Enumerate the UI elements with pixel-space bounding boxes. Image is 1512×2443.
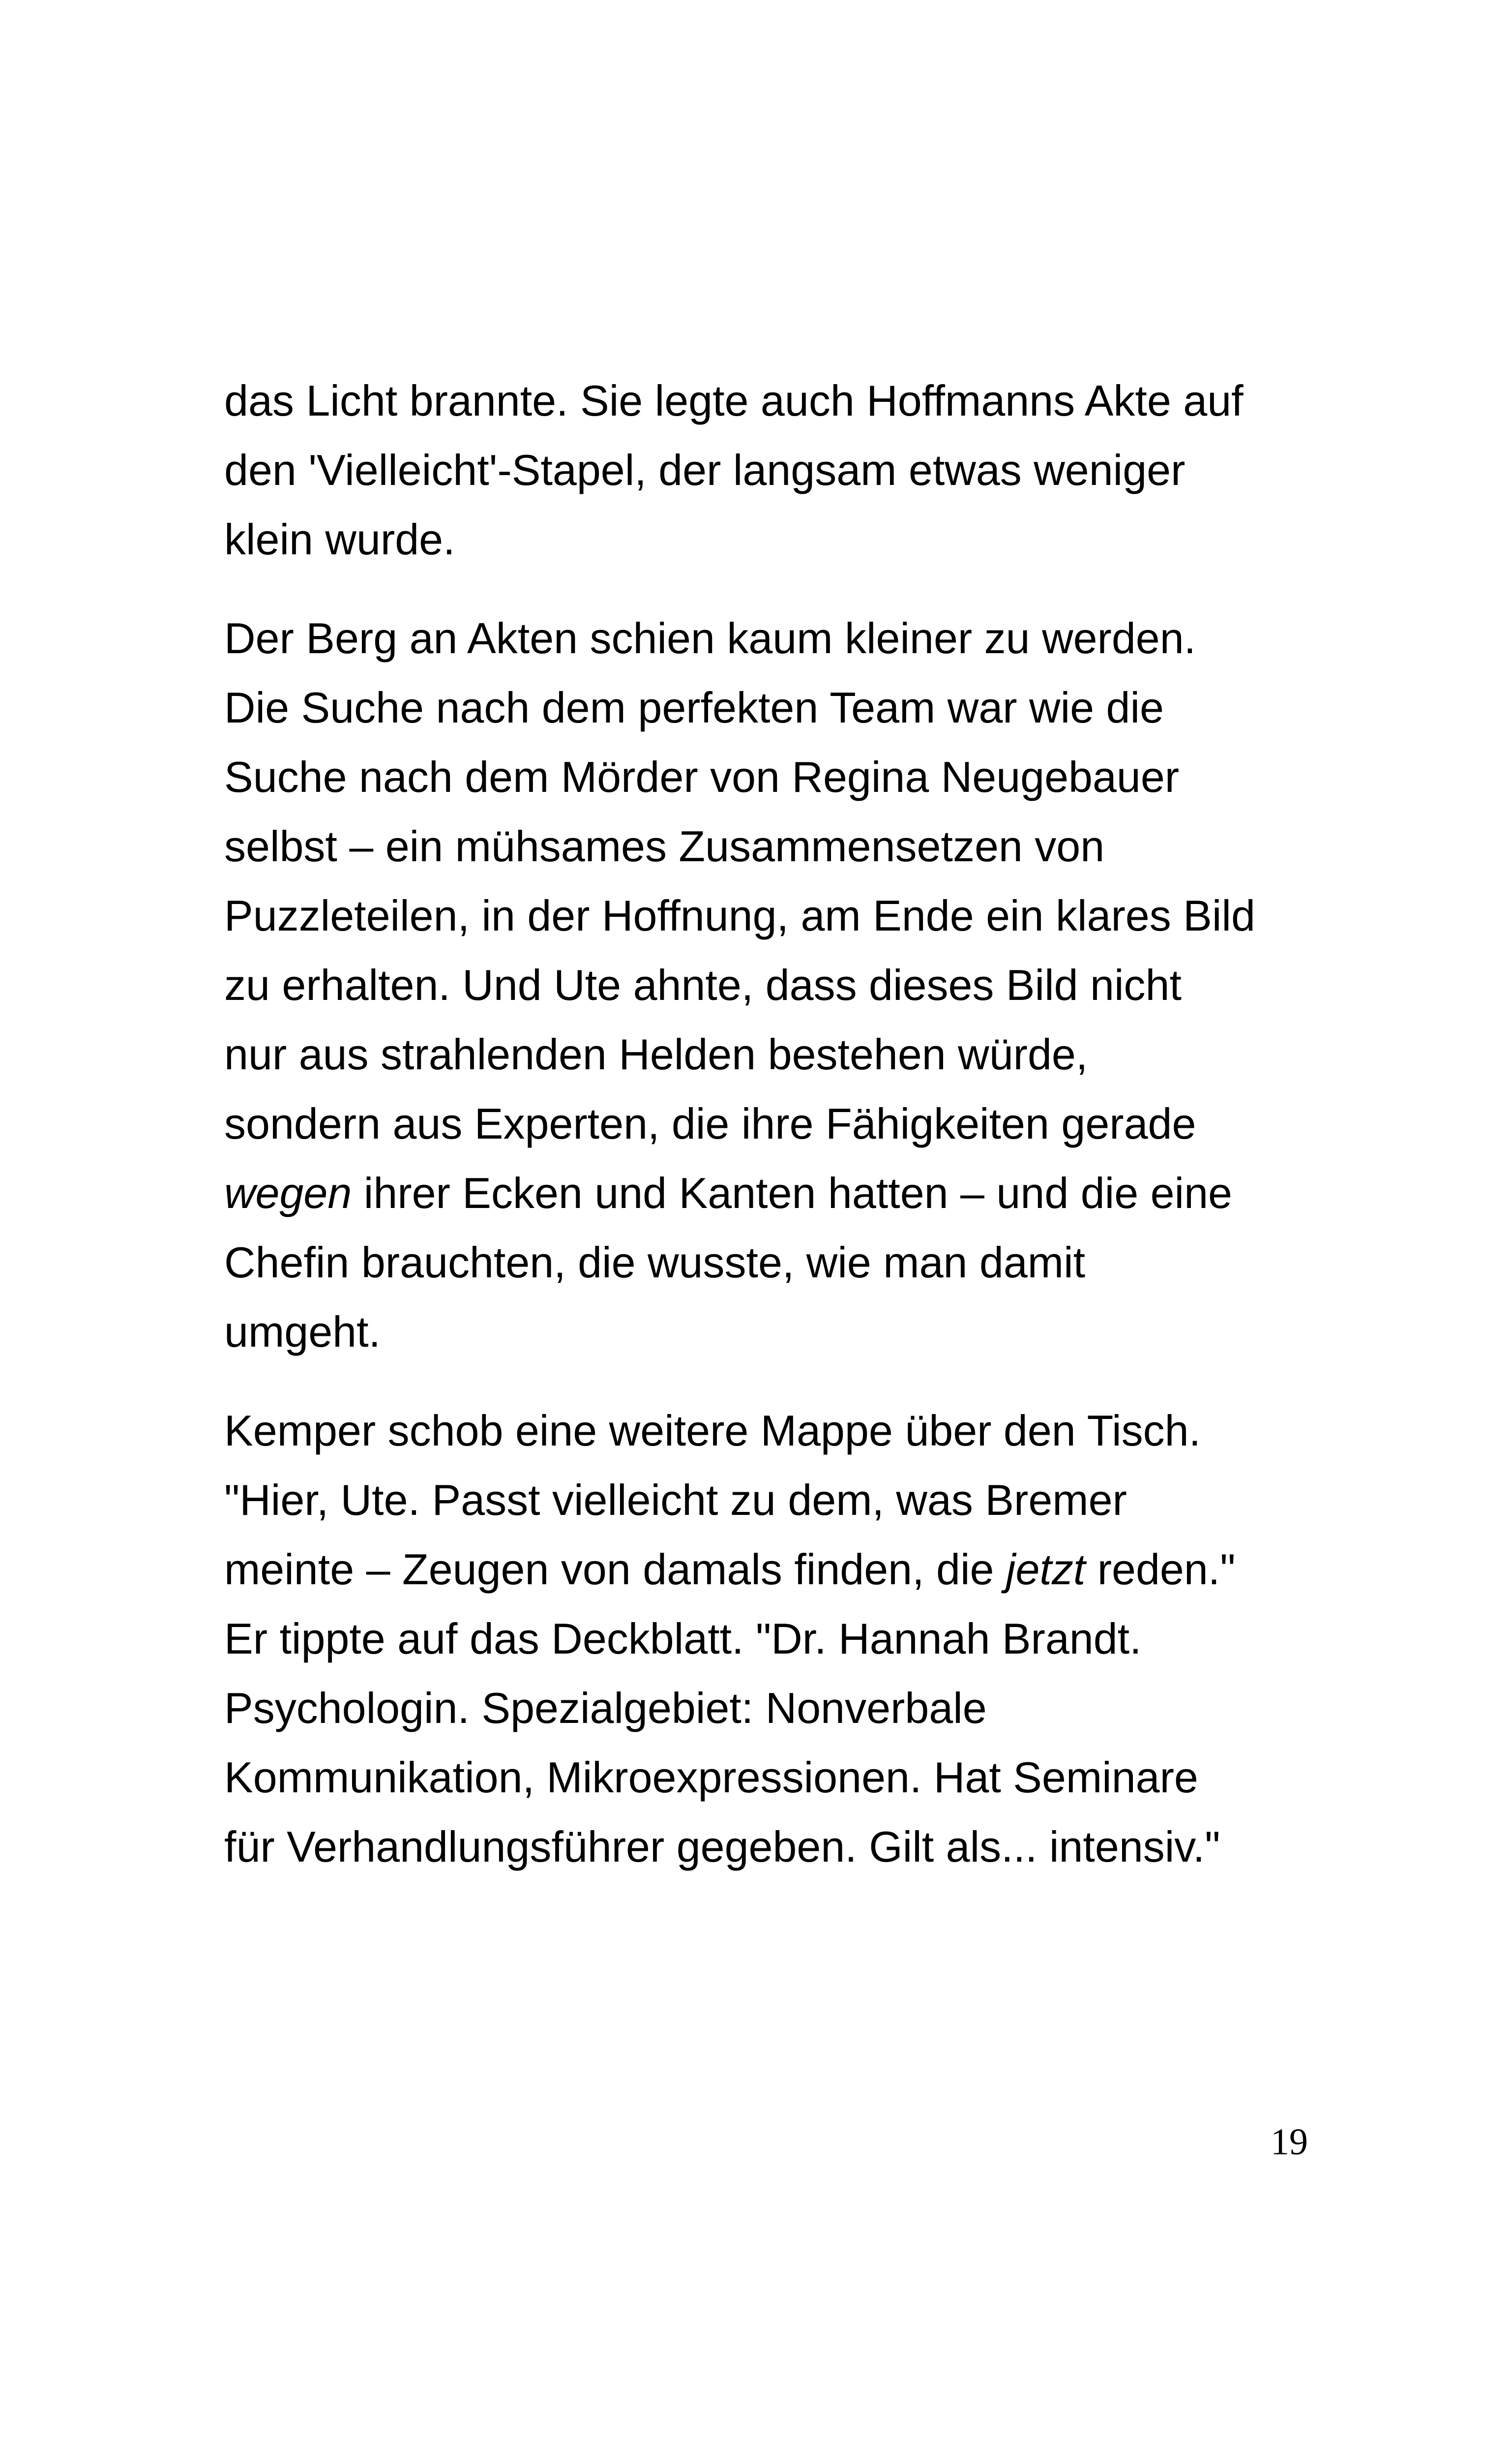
text-span: ihrer Ecken und Kanten hatten – und die eine bbox=[352, 1169, 1232, 1217]
text-line: zu erhalten. Und Ute ahnte, dass dieses Bild nicht bbox=[224, 961, 1182, 1009]
paragraph-3 bbox=[224, 1396, 1326, 1881]
paragraph-2 bbox=[224, 603, 1326, 1366]
text-span: meinte – Zeugen von damals finden, die bbox=[224, 1545, 1006, 1594]
text-line: sondern aus Experten, die ihre Fähigkeiten gerade bbox=[224, 1099, 1196, 1148]
text-line: Die Suche nach dem perfekten Team war wie die bbox=[224, 683, 1164, 732]
text-line: klein wurde. bbox=[224, 515, 455, 564]
emphasis-text: wegen bbox=[224, 1169, 352, 1217]
text-line: den 'Vielleicht'-Stapel, der langsam etwas weniger bbox=[224, 446, 1186, 494]
text-line: das Licht brannte. Sie legte auch Hoffmanns Akte auf bbox=[224, 376, 1244, 425]
text-span: reden." bbox=[1085, 1545, 1236, 1594]
paragraph-1 bbox=[224, 366, 1326, 574]
text-line: selbst – ein mühsames Zusammensetzen von bbox=[224, 822, 1105, 871]
text-line: nur aus strahlenden Helden bestehen würde, bbox=[224, 1030, 1088, 1079]
text-line: Puzzleteilen, in der Hoffnung, am Ende ein klares Bild bbox=[224, 891, 1255, 940]
text-line: für Verhandlungsführer gegeben. Gilt als... intensiv." bbox=[224, 1822, 1220, 1871]
text-line-with-emphasis bbox=[224, 1158, 1326, 1228]
text-line: Er tippte auf das Deckblatt. "Dr. Hannah Brandt. bbox=[224, 1614, 1142, 1663]
text-line: Psychologin. Spezialgebiet: Nonverbale bbox=[224, 1684, 987, 1732]
text-line: Kommunikation, Mikroexpressionen. Hat Seminare bbox=[224, 1753, 1198, 1802]
text-line: Kemper schob eine weitere Mappe über den Tisch. bbox=[224, 1406, 1201, 1455]
emphasis-text: jetzt bbox=[1006, 1545, 1086, 1594]
text-line-with-emphasis bbox=[224, 1535, 1326, 1604]
body-text bbox=[224, 366, 1326, 1911]
page-number: 19 bbox=[1271, 2121, 1308, 2163]
text-line: Der Berg an Akten schien kaum kleiner zu werden. bbox=[224, 614, 1196, 663]
text-line: Suche nach dem Mörder von Regina Neugebauer bbox=[224, 753, 1180, 801]
text-line: umgeht. bbox=[224, 1307, 381, 1356]
text-line: Chefin brauchten, die wusste, wie man damit bbox=[224, 1238, 1086, 1287]
text-line: "Hier, Ute. Passt vielleicht zu dem, was Bremer bbox=[224, 1476, 1127, 1524]
